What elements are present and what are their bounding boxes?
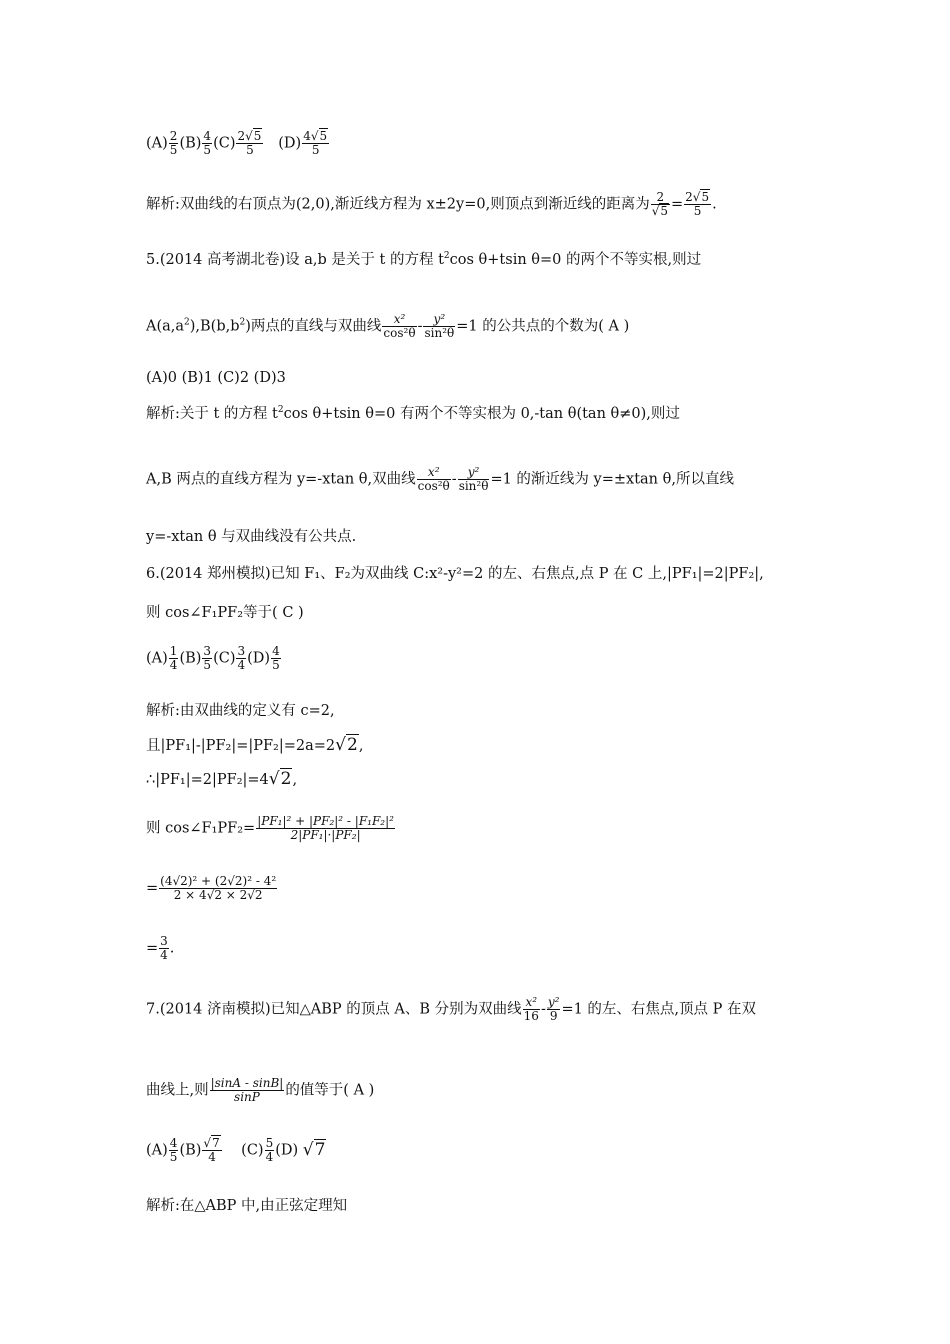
q7-stem-line2: 曲线上,则 $\frac{|\sin A - \sin B|}{\sin P}$ 的值等于( A ) (146, 1076, 375, 1104)
q7-stem-line1: 7.(2014 济南模拟)已知△ABP 的顶点 A、B 分别为双曲线 $\frac{\text{x²}}{16}$ - $\frac{\text{y²}}{9}$ =1 的左、右焦点,顶点 P 在双 (146, 995, 757, 1023)
option-a-fraction: $\frac{2}{5}$ (169, 129, 178, 157)
option-a-label: (A) (146, 135, 168, 152)
hyperbola-fraction-x-2: $\frac{\text{x²}}{\text{cos²θ}}$ (417, 465, 450, 493)
hyperbola-fraction-x: $\frac{\text{x²}}{\text{cos²θ}}$ (383, 312, 416, 340)
q6-solution-line2: 且|PF₁|-|PF₂|=|PF₂|=2a=2√2, (146, 735, 364, 755)
q5-options: (A)0 (B)1 (C)2 (D)3 (146, 370, 286, 386)
q6-solution-line5: = $\frac{\text{(4√2)² + (2√2)² - 4²}}{2 \times 4√2 \times 2√2}$ (146, 874, 277, 902)
option-b-fraction: $\frac{4}{5}$ (203, 129, 212, 157)
q6-solution-line1: 解析:由双曲线的定义有 c=2, (146, 703, 335, 719)
option-d-label: (D) (278, 135, 302, 152)
q5-stem-line1: 5.(2014 高考湖北卷)设 a,b 是关于 t 的方程 $t^2\cos$ θ+tsin θ=0 的两个不等实根,则过 (146, 251, 702, 268)
hyperbola-fraction-y: $\frac{\text{y²}}{\text{sin²θ}}$ (424, 312, 455, 340)
q6-stem-line1: 6.(2014 郑州模拟)已知 F₁、F₂为双曲线 C:x²-y²=2 的左、右焦点,点 P 在 C 上,|PF₁|=2|PF₂|, (146, 566, 764, 582)
q7-options: (A) $\frac{4}{5}$ (B) $\frac{√7}{4}$ (C) $\frac{5}{4}$ (D) √7 (146, 1136, 326, 1164)
q5-solution-line2: A,B 两点的直线方程为 y=-xtan θ,双曲线 $\frac{\text{x²}}{\text{cos²θ}}$ - $\frac{\text{y²}}{\text{sin²θ}}$ =1 的渐近线为 y=±xtan θ,所以直线 (146, 465, 734, 493)
option-c-label: (C) (213, 135, 236, 152)
q4-solution-fraction-2: $\frac{2√5}{5}$ (685, 190, 710, 218)
q5-solution-line1: 解析:关于 t 的方程 $t^2\cos$ θ+tsin θ=0 有两个不等实根为 0,-tan θ(tan θ≠0),则过 (146, 405, 680, 422)
option-d-fraction: $\frac{4√5}{5}$ (303, 129, 328, 157)
q4-solution: 解析:双曲线的右顶点为(2,0),渐近线方程为 x±2y=0,则顶点到渐近线的距离为 $\frac{2}{√5}$ = $\frac{2√5}{5}$ . (146, 190, 717, 218)
q4-options (146, 130, 830, 157)
hyperbola-fraction-y-2: $\frac{\text{y²}}{\text{sin²θ}}$ (458, 465, 489, 493)
option-c-fraction: $\frac{2√5}{5}$ (237, 129, 262, 157)
q6-solution-line6: = $\frac{3}{4}$ . (146, 934, 175, 962)
option-b-label: (B) (179, 135, 202, 152)
q6-solution-line4: 则 cos∠F₁PF₂= $\frac{\text{|PF₁|² + |PF₂|² - |F₁F₂|²}}{\text{2|PF₁|·|PF₂|}}$ (146, 814, 394, 842)
q4-solution-fraction: $\frac{2}{√5}$ (651, 190, 668, 218)
q6-stem-line2: 则 cos∠F₁PF₂等于( C ) (146, 605, 304, 621)
q7-solution-line1: 解析:在△ABP 中,由正弦定理知 (146, 1198, 348, 1214)
q6-solution-line3: ∴|PF₁|=2|PF₂|=4√2, (146, 769, 298, 789)
q5-solution-line3: y=-xtan θ 与双曲线没有公共点. (146, 529, 357, 545)
q5-stem-line2: $A(a,a^2),B(b,b^2)$两点的直线与双曲线 $\frac{\text{x²}}{\text{cos²θ}}$ - $\frac{\text{y²}}{\text{sin²θ}}$ =1 的公共点的个数为( A ) (146, 312, 630, 340)
q6-options: (A) $\frac{1}{4}$ (B) $\frac{3}{5}$ (C) $\frac{3}{4}$ (D) $\frac{4}{5}$ (146, 644, 280, 672)
